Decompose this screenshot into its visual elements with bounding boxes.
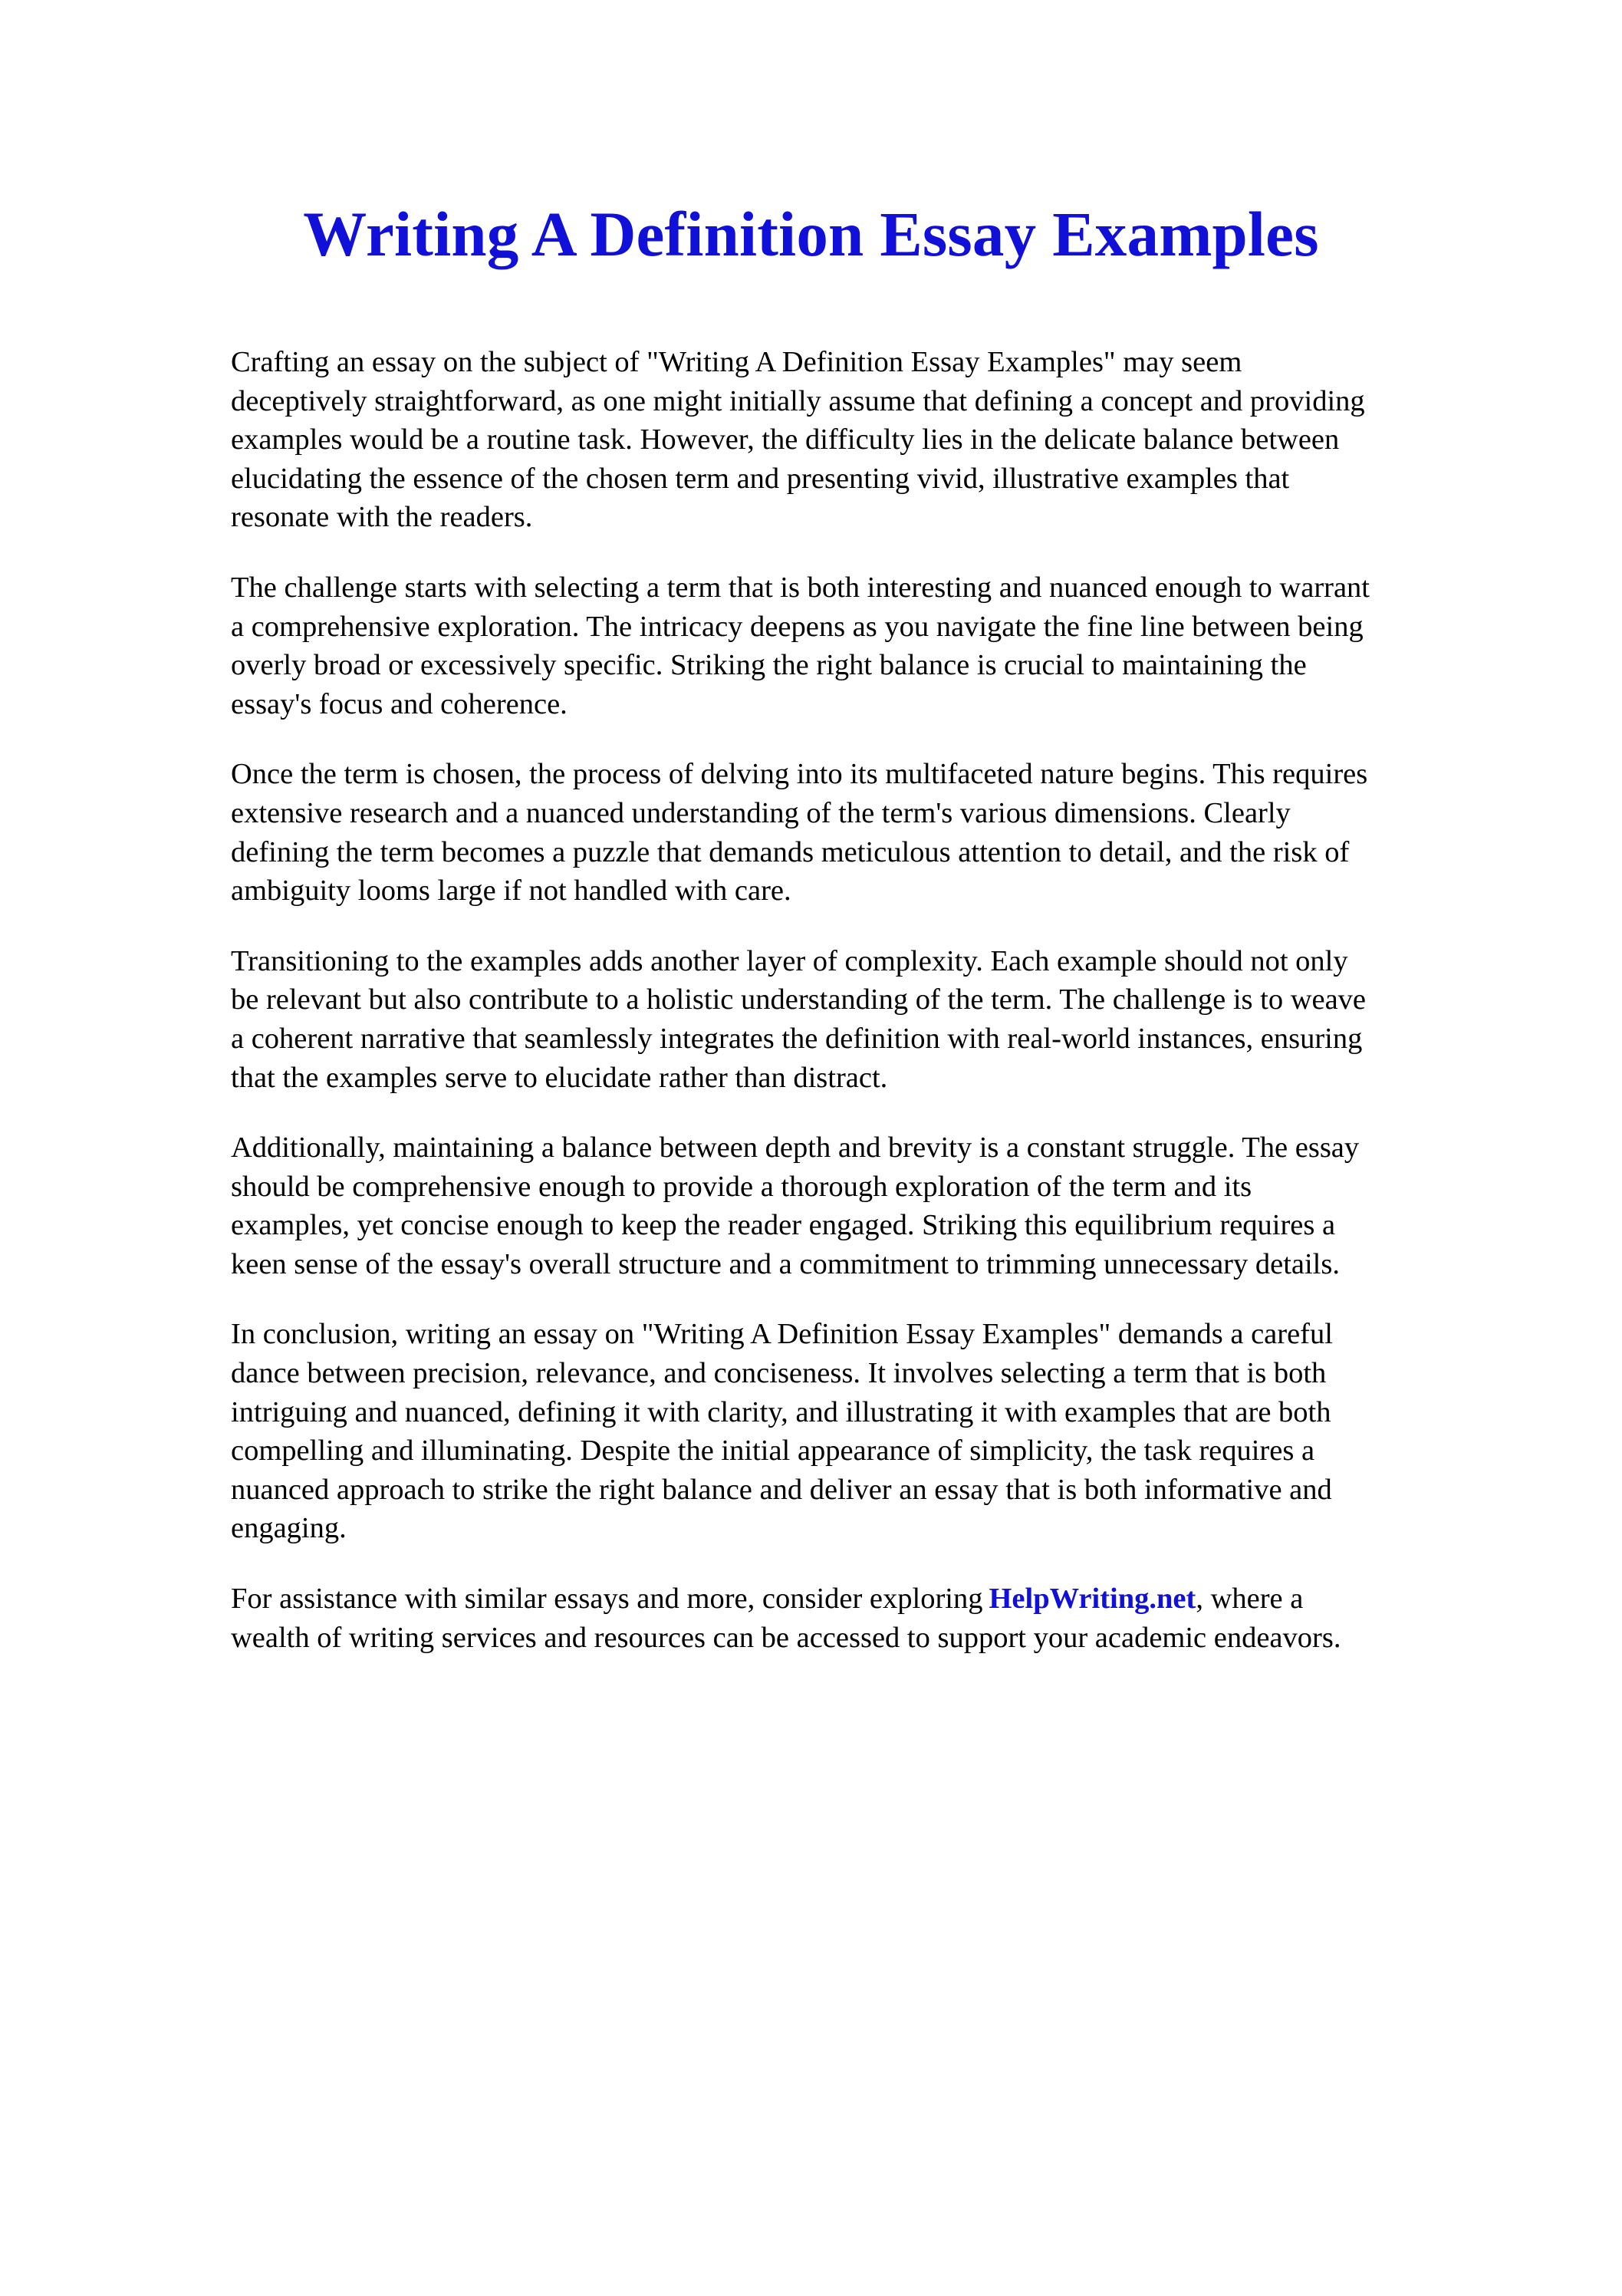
paragraph-1 <box>231 343 1535 537</box>
paragraph-closing <box>231 1580 1535 1657</box>
text-line: overly broad or excessively specific. Striking the right balance is crucial to maintaining the <box>231 649 1307 682</box>
text-line: Once the term is chosen, the process of delving into its multifaceted nature begins. This requires <box>231 758 1368 791</box>
closing-text-after-link: , where a <box>1196 1583 1304 1616</box>
document-title: Writing A Definition Essay Examples <box>303 199 1319 269</box>
text-line: Crafting an essay on the subject of "Writing A Definition Essay Examples" may seem <box>231 346 1242 378</box>
document-body <box>231 343 1535 1688</box>
paragraph-2 <box>231 568 1535 723</box>
text-line: Additionally, maintaining a balance between depth and brevity is a constant struggle. The essay <box>231 1132 1360 1164</box>
text-line: examples would be a routine task. However, the difficulty lies in the delicate balance between <box>231 423 1340 456</box>
text-line: examples, yet concise enough to keep the reader engaged. Striking this equilibrium requires a <box>231 1209 1336 1242</box>
paragraph-3 <box>231 755 1535 910</box>
text-line: a comprehensive exploration. The intricacy deepens as you navigate the fine line between being <box>231 610 1364 643</box>
paragraph-5 <box>231 1128 1535 1283</box>
text-line: extensive research and a nuanced understanding of the term's various dimensions. Clearly <box>231 796 1291 829</box>
text-line: intriguing and nuanced, defining it with clarity, and illustrating it with examples that are both <box>231 1395 1331 1428</box>
text-line: should be comprehensive enough to provide a thorough exploration of the term and its <box>231 1170 1252 1203</box>
text-line: a coherent narrative that seamlessly integrates the definition with real-world instances, ensuring <box>231 1022 1363 1055</box>
text-line: dance between precision, relevance, and conciseness. It involves selecting a term that is both <box>231 1357 1327 1390</box>
text-line: compelling and illuminating. Despite the initial appearance of simplicity, the task requires a <box>231 1435 1315 1468</box>
text-line: elucidating the essence of the chosen term and presenting vivid, illustrative examples that <box>231 462 1290 495</box>
helpwriting-link[interactable]: HelpWriting.net <box>989 1583 1196 1616</box>
text-line: engaging. <box>231 1512 347 1545</box>
text-line: nuanced approach to strike the right balance and deliver an essay that is both informative and <box>231 1473 1332 1506</box>
text-line: Transitioning to the examples adds another layer of complexity. Each example should not only <box>231 944 1348 977</box>
text-line: ambiguity looms large if not handled with care. <box>231 875 791 908</box>
text-line: that the examples serve to elucidate rather than distract. <box>231 1061 888 1094</box>
text-line: keen sense of the essay's overall structure and a commitment to trimming unnecessary details. <box>231 1247 1340 1280</box>
paragraph-6 <box>231 1315 1535 1548</box>
text-line: deceptively straightforward, as one might initially assume that defining a concept and providing <box>231 384 1365 417</box>
text-line: be relevant but also contribute to a holistic understanding of the term. The challenge is to weave <box>231 983 1367 1016</box>
text-line: essay's focus and coherence. <box>231 687 568 720</box>
text-line: wealth of writing services and resources can be accessed to support your academic endeavors. <box>231 1621 1341 1654</box>
closing-line-1 <box>231 1580 1535 1619</box>
text-line: defining the term becomes a puzzle that demands meticulous attention to detail, and the risk of <box>231 835 1350 868</box>
text-line: The challenge starts with selecting a term that is both interesting and nuanced enough to warrant <box>231 571 1370 604</box>
text-line: In conclusion, writing an essay on "Writing A Definition Essay Examples" demands a careful <box>231 1318 1333 1351</box>
paragraph-4 <box>231 942 1535 1097</box>
closing-text-before-link: For assistance with similar essays and more, consider exploring <box>231 1583 983 1616</box>
text-line: resonate with the readers. <box>231 501 533 534</box>
